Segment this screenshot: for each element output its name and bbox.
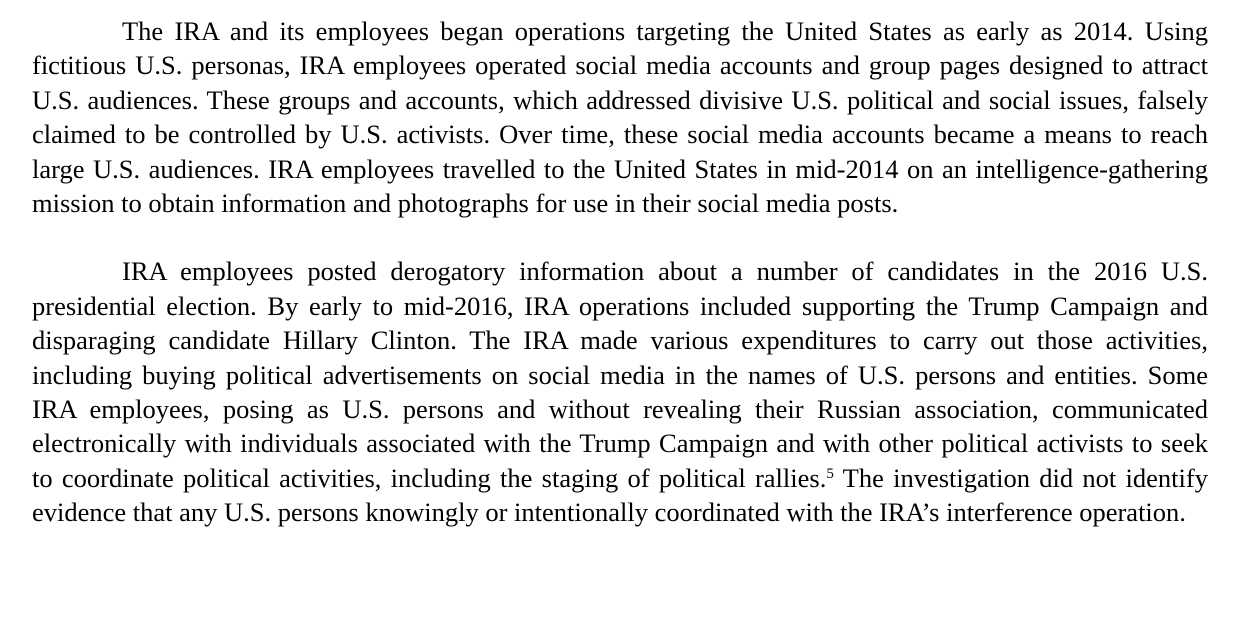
paragraph-ira-operations <box>32 14 1208 220</box>
footnote-marker[interactable]: 5 <box>826 465 834 482</box>
document-body <box>32 14 1208 530</box>
paragraph-text-before-footnote: IRA employees posted derogatory information about a number of candidates in the 2016 U.S. presidential election. By early to mid-2016, IRA operations included supporting the Trump Campaign and disparaging candidate Hillary Clinton. The IRA made various expenditures to carry out those activities, including buying political advertisements on social media in the names of U.S. persons and entities. Some IRA employees, posing as U.S. persons and without revealing their Russian association, communicated electronically with individuals associated with the Trump Campaign and with other political activists to seek to coordinate political activities, including the staging of political rallies. <box>32 256 1208 493</box>
paragraph-text: The IRA and its employees began operations targeting the United States as early as 2014. Using fictitious U.S. personas, IRA employees operated social media accounts and group pages designed to attract U.S. audiences. These groups and accounts, which addressed divisive U.S. political and social issues, falsely claimed to be controlled by U.S. activists. Over time, these social media accounts became a means to reach large U.S. audiences. IRA employees travelled to the United States in mid-2014 on an intelligence-gathering mission to obtain information and photographs for use in their social media posts. <box>32 16 1208 219</box>
paragraph-text-after-footnote: The investigation did not identify evidence that any U.S. persons knowingly or intentionally coordinated with the IRA’s interference operation. <box>32 462 1208 528</box>
paragraph-ira-election-activities <box>32 254 1208 529</box>
